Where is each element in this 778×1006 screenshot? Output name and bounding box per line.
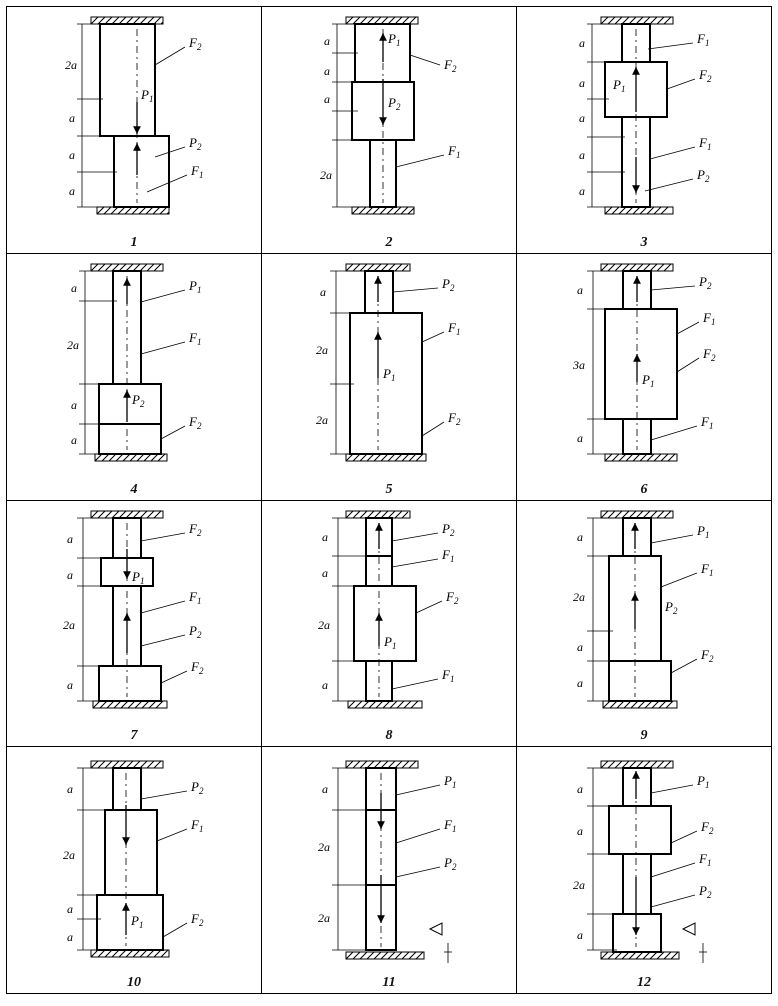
svg-text:a: a (67, 531, 73, 546)
label-10-0: $P_2$ (191, 779, 204, 797)
label-7-1: $P_1$ (132, 568, 145, 586)
label-12-2: $F_1$ (699, 851, 712, 869)
cell-number: 8 (385, 728, 393, 744)
label-9-0: $P_1$ (697, 522, 710, 540)
problem-cell-5 (262, 253, 517, 500)
label-12-1: $F_2$ (701, 819, 714, 837)
svg-text:2a: 2a (318, 911, 330, 926)
svg-text:2a: 2a (318, 617, 330, 632)
svg-text:a: a (322, 677, 328, 692)
cell-number: 2 (385, 234, 393, 250)
svg-text:a: a (320, 284, 326, 299)
cell-number: 1 (130, 234, 138, 250)
label-8-4: $F_1$ (442, 666, 455, 684)
label-11-2: $P_2$ (444, 855, 457, 873)
grid-row (7, 7, 772, 254)
svg-text:3a: 3a (573, 357, 585, 372)
svg-text:a: a (71, 280, 77, 295)
label-11-0: $P_1$ (444, 773, 457, 791)
svg-text:2a: 2a (318, 840, 330, 855)
svg-text:a: a (324, 92, 330, 106)
svg-text:a: a (577, 928, 583, 943)
diagram-10 (7, 747, 262, 987)
svg-text:2a: 2a (316, 412, 328, 427)
svg-text:2a: 2a (67, 337, 79, 352)
svg-text:2a: 2a (63, 848, 75, 863)
label-4-2: $P_2$ (132, 391, 145, 409)
label-9-2: $P_2$ (665, 598, 678, 616)
problem-cell-11 (262, 747, 517, 994)
grid-row (7, 253, 772, 500)
diagram-5 (262, 254, 517, 494)
svg-text:a: a (322, 529, 328, 544)
label-8-2: $F_2$ (446, 588, 459, 606)
svg-text:a: a (69, 111, 75, 125)
svg-text:a: a (577, 824, 583, 839)
svg-text:2a: 2a (573, 878, 585, 893)
worksheet-page (0, 6, 778, 1006)
label-2-1: $F_2$ (444, 57, 457, 74)
problem-cell-7 (7, 500, 262, 747)
svg-text:a: a (67, 782, 73, 797)
label-3-4: $P_2$ (697, 167, 710, 184)
label-4-1: $F_1$ (189, 329, 202, 347)
label-6-1: $F_1$ (703, 309, 716, 327)
label-4-0: $P_1$ (189, 277, 202, 295)
grid-row (7, 500, 772, 747)
svg-text:a: a (577, 782, 583, 797)
label-2-2: $P_2$ (388, 95, 401, 112)
problem-cell-8 (262, 500, 517, 747)
label-12-3: $P_2$ (699, 883, 712, 901)
svg-text:a: a (71, 397, 77, 412)
cell-number: 10 (127, 975, 141, 990)
svg-text:2a: 2a (320, 168, 332, 182)
cell-number: 5 (385, 481, 393, 497)
diagram-12 (517, 747, 772, 987)
label-3-3: $F_1$ (699, 135, 712, 152)
problem-cell-9 (517, 500, 772, 747)
label-5-2: $P_1$ (383, 365, 396, 383)
problem-grid (6, 6, 772, 994)
svg-text:a: a (579, 184, 585, 198)
diagram-4 (7, 254, 262, 494)
svg-text:2a: 2a (63, 617, 75, 632)
label-2-0: $P_1$ (388, 31, 401, 48)
svg-text:a: a (67, 677, 73, 692)
svg-text:2a: 2a (65, 58, 77, 72)
svg-text:a: a (324, 64, 330, 78)
cell-number: 9 (640, 728, 648, 744)
label-10-1: $F_1$ (191, 817, 204, 835)
svg-text:a: a (324, 34, 330, 48)
svg-text:a: a (322, 782, 328, 797)
label-10-2: $P_1$ (131, 913, 144, 931)
label-6-3: $P_1$ (642, 371, 655, 389)
label-4-3: $F_2$ (189, 413, 202, 431)
label-1-3: $F_1$ (191, 163, 204, 180)
grid-row (7, 747, 772, 994)
label-12-0: $P_1$ (697, 773, 710, 791)
label-1-1: $P_1$ (141, 87, 154, 104)
problem-cell-1 (7, 7, 262, 254)
label-3-2: $F_2$ (699, 67, 712, 84)
svg-text:a: a (71, 432, 77, 447)
svg-text:2a: 2a (573, 589, 585, 604)
cell-number: 12 (637, 975, 651, 990)
svg-text:a: a (579, 36, 585, 50)
label-5-3: $F_2$ (448, 409, 461, 427)
svg-text:a: a (579, 148, 585, 162)
diagram-3 (517, 7, 772, 247)
svg-text:a: a (67, 902, 73, 917)
svg-text:a: a (69, 184, 75, 198)
svg-text:a: a (577, 282, 583, 297)
label-10-3: $F_2$ (191, 911, 204, 929)
label-7-3: $P_2$ (189, 622, 202, 640)
label-1-2: $P_2$ (189, 135, 202, 152)
label-5-1: $F_1$ (448, 319, 461, 337)
problem-cell-12 (517, 747, 772, 994)
problem-cell-4 (7, 253, 262, 500)
diagram-7 (7, 501, 262, 741)
diagram-6 (517, 254, 772, 494)
svg-text:2a: 2a (316, 342, 328, 357)
diagram-1 (7, 7, 262, 247)
label-9-1: $F_1$ (701, 560, 714, 578)
svg-text:a: a (579, 76, 585, 90)
label-7-2: $F_1$ (189, 588, 202, 606)
diagram-11 (262, 747, 517, 987)
svg-text:a: a (322, 565, 328, 580)
label-11-1: $F_1$ (444, 817, 457, 835)
label-7-0: $F_2$ (189, 520, 202, 538)
cell-number: 4 (130, 481, 138, 497)
cell-number: 11 (382, 975, 396, 990)
label-3-0: $F_1$ (697, 31, 710, 48)
svg-text:a: a (67, 930, 73, 945)
label-3-1: $P_1$ (613, 77, 626, 94)
label-7-4: $F_2$ (191, 658, 204, 676)
diagram-8 (262, 501, 517, 741)
label-1-0: $F_2$ (189, 35, 202, 52)
svg-text:a: a (577, 430, 583, 445)
svg-text:a: a (579, 111, 585, 125)
svg-text:a: a (69, 148, 75, 162)
svg-text:a: a (577, 639, 583, 654)
cell-number: 3 (640, 234, 648, 250)
label-8-0: $P_2$ (442, 520, 455, 538)
diagram-2 (262, 7, 517, 247)
label-5-0: $P_2$ (442, 275, 455, 293)
svg-text:a: a (67, 567, 73, 582)
label-6-2: $F_2$ (703, 345, 716, 363)
svg-text:a: a (577, 675, 583, 690)
label-6-0: $P_2$ (699, 273, 712, 291)
problem-cell-3 (517, 7, 772, 254)
label-6-4: $F_1$ (701, 413, 714, 431)
diagram-9 (517, 501, 772, 741)
problem-cell-10 (7, 747, 262, 994)
label-2-3: $F_1$ (448, 143, 461, 160)
label-9-3: $F_2$ (701, 646, 714, 664)
label-8-3: $P_1$ (384, 633, 397, 651)
cell-number: 6 (640, 481, 648, 497)
label-8-1: $F_1$ (442, 546, 455, 564)
svg-text:a: a (577, 529, 583, 544)
problem-cell-6 (517, 253, 772, 500)
cell-number: 7 (130, 728, 138, 744)
problem-cell-2 (262, 7, 517, 254)
